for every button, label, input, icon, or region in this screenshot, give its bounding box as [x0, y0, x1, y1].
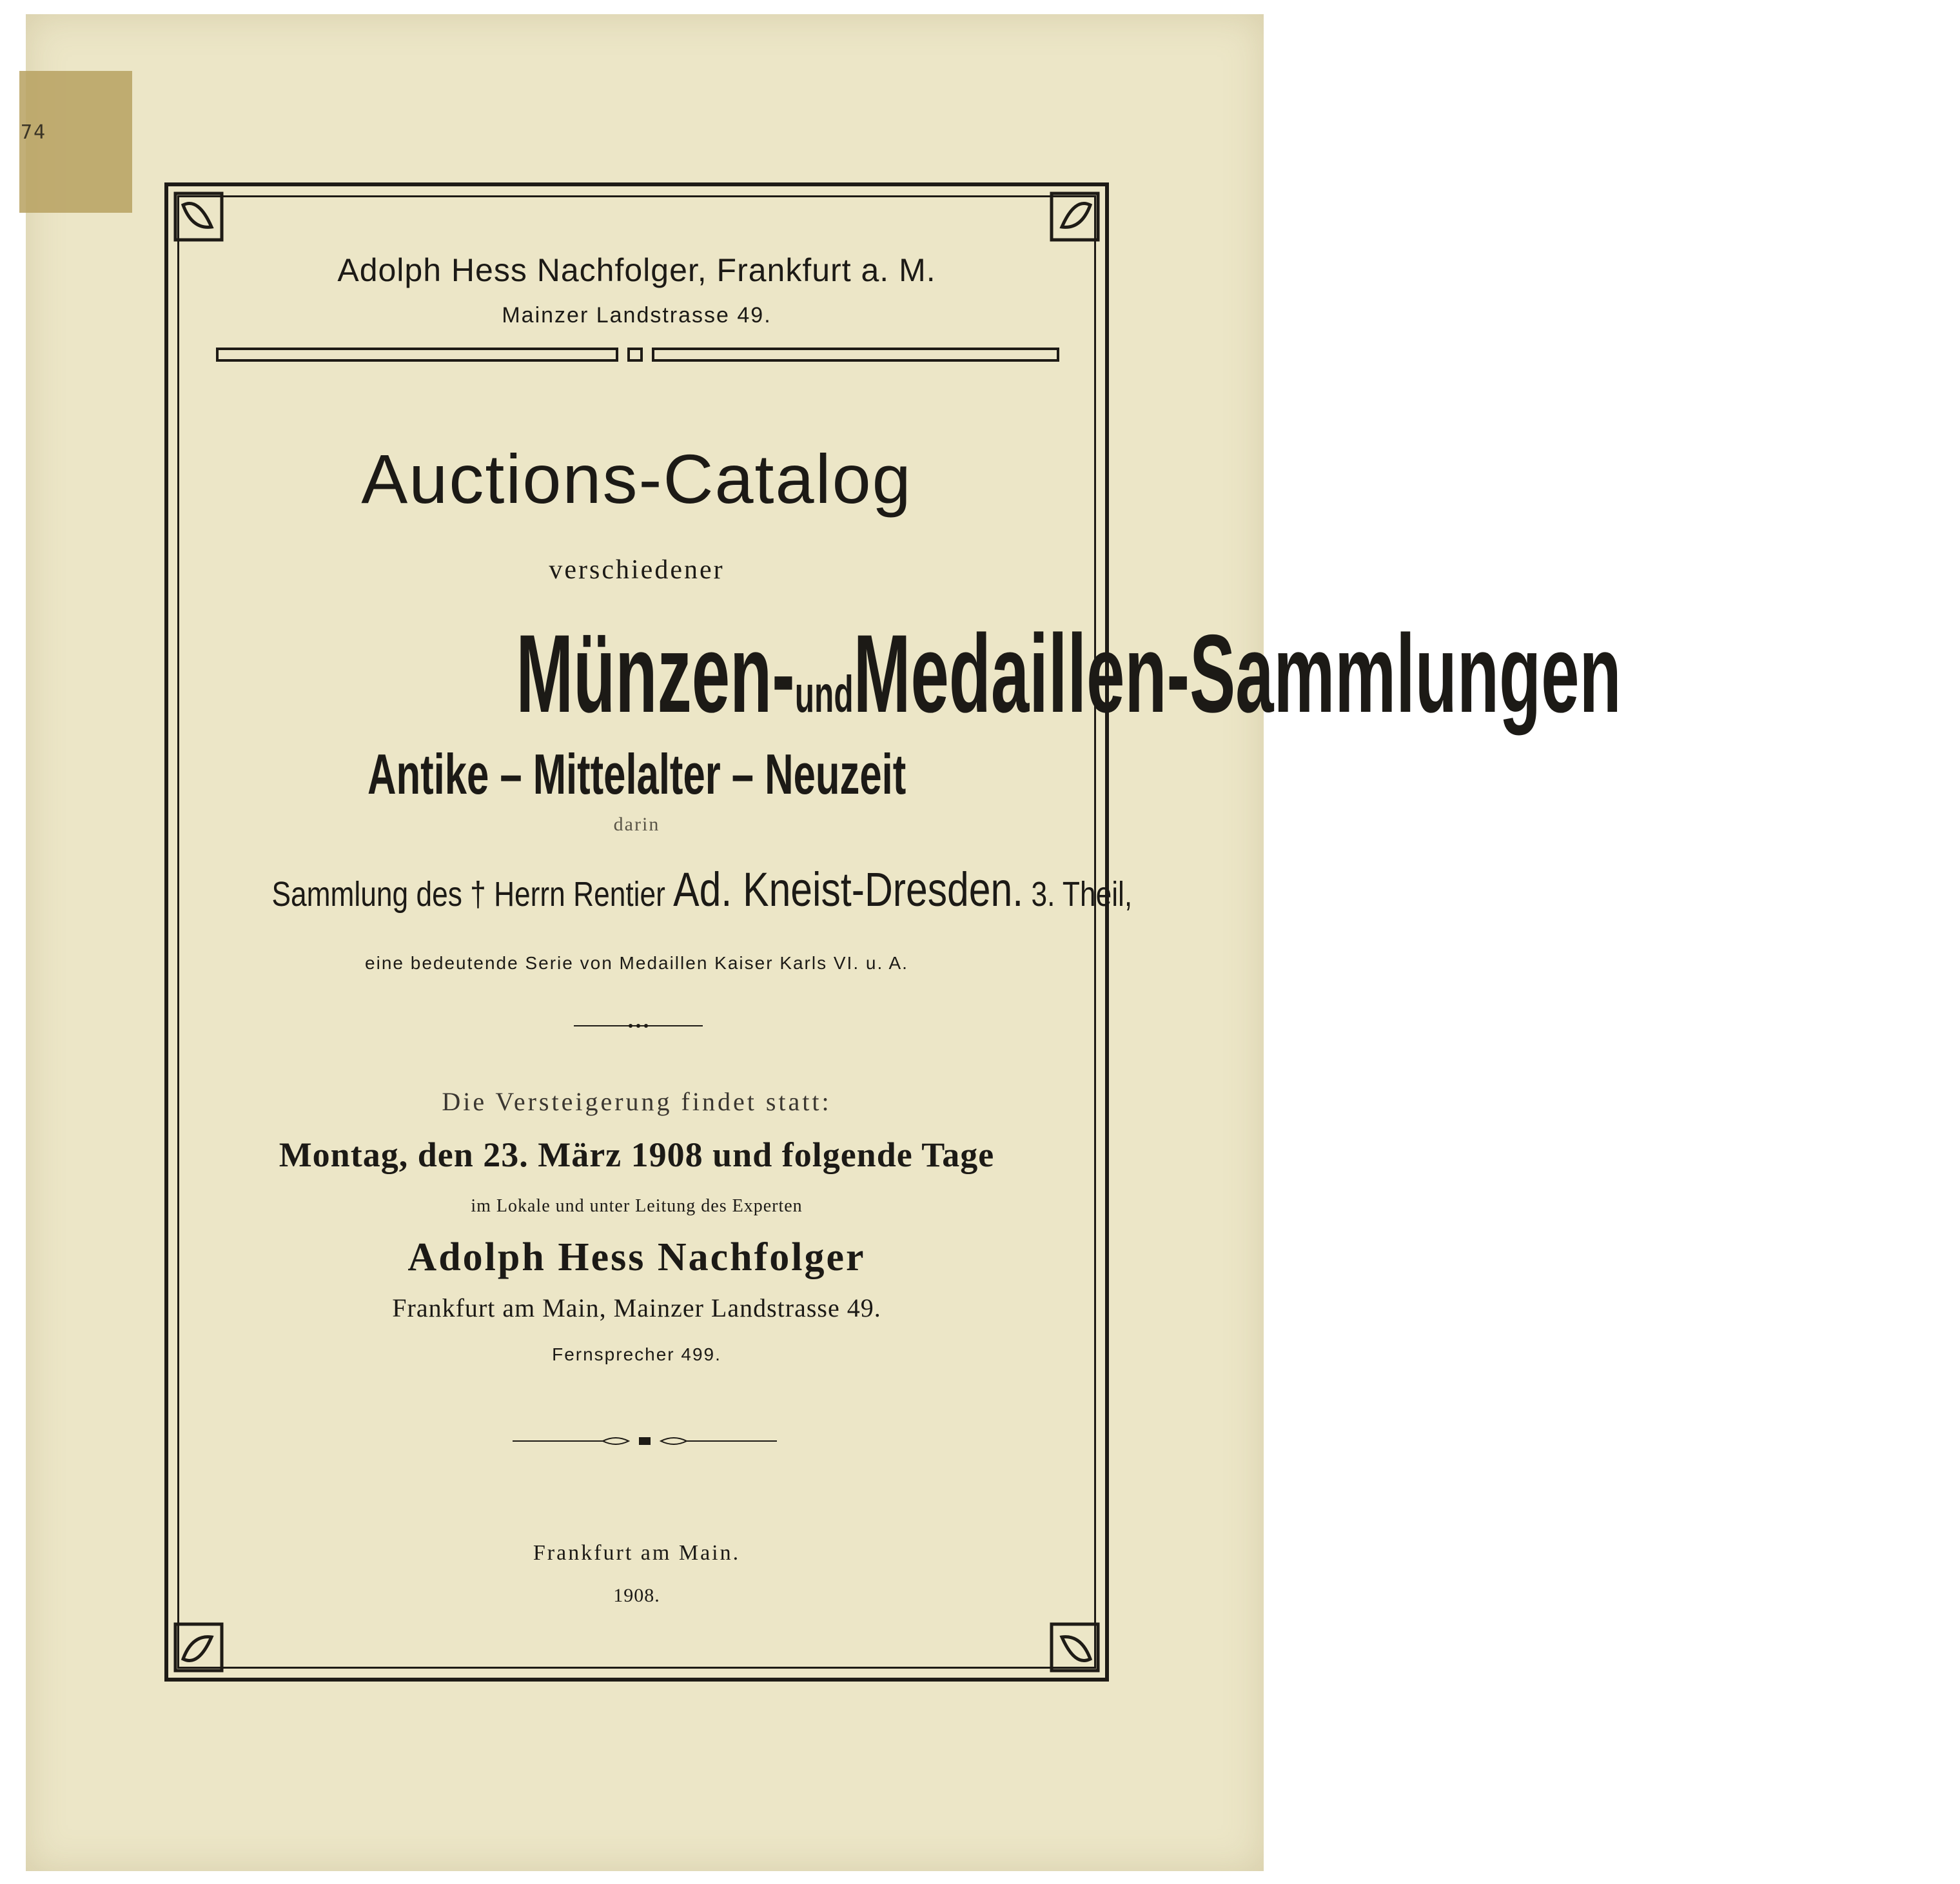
- imprint-year: 1908.: [613, 1585, 660, 1606]
- header-divider: [216, 345, 1061, 364]
- ornament-divider: [513, 1435, 777, 1447]
- collection-line: [177, 863, 1133, 916]
- corner-ornament-icon: [173, 191, 224, 242]
- location-note: im Lokale und unter Leitung des Experten: [471, 1196, 803, 1216]
- corner-ornament-icon: [1049, 191, 1101, 242]
- collection-owner: Ad. Kneist-Dresden.: [673, 863, 1024, 916]
- publisher-name: Adolph Hess Nachfolger, Frankfurt a. M.: [337, 252, 936, 288]
- tape-label: 74: [21, 121, 47, 144]
- collection-part: 3. Theil,: [1031, 875, 1133, 914]
- catalog-title: Auctions-Catalog: [361, 440, 912, 518]
- small-divider: [574, 1022, 703, 1030]
- corner-ornament-icon: [173, 1622, 224, 1673]
- auction-intro: Die Versteigerung findet statt:: [442, 1087, 832, 1116]
- headline-part1: Münzen-: [516, 612, 795, 736]
- expert-name: Adolph Hess Nachfolger: [407, 1235, 866, 1279]
- catalog-subtitle: verschiedener: [549, 555, 725, 585]
- collection-prefix: Sammlung des † Herrn Rentier: [271, 875, 665, 914]
- headline-part2: Medaillen-Sammlungen: [853, 612, 1622, 736]
- collection-note: eine bedeutende Serie von Medaillen Kaiser Karls VI. u. A.: [365, 953, 908, 973]
- publisher-address: Mainzer Landstrasse 49.: [502, 303, 772, 328]
- headline-und: und: [794, 665, 854, 723]
- auction-date: Montag, den 23. März 1908 und folgende Tage: [279, 1135, 995, 1174]
- expert-address: Frankfurt am Main, Mainzer Landstrasse 49.: [392, 1293, 881, 1322]
- corner-ornament-icon: [1049, 1622, 1101, 1673]
- headline: [177, 612, 1622, 736]
- phone-number: Fernsprecher 499.: [552, 1344, 721, 1364]
- imprint-city: Frankfurt am Main.: [533, 1541, 741, 1565]
- inner-frame: [177, 195, 1096, 1669]
- periods: [177, 741, 1096, 806]
- periods-text: Antike – Mittelalter – Neuzeit: [367, 742, 906, 806]
- darin-text: darin: [613, 814, 660, 835]
